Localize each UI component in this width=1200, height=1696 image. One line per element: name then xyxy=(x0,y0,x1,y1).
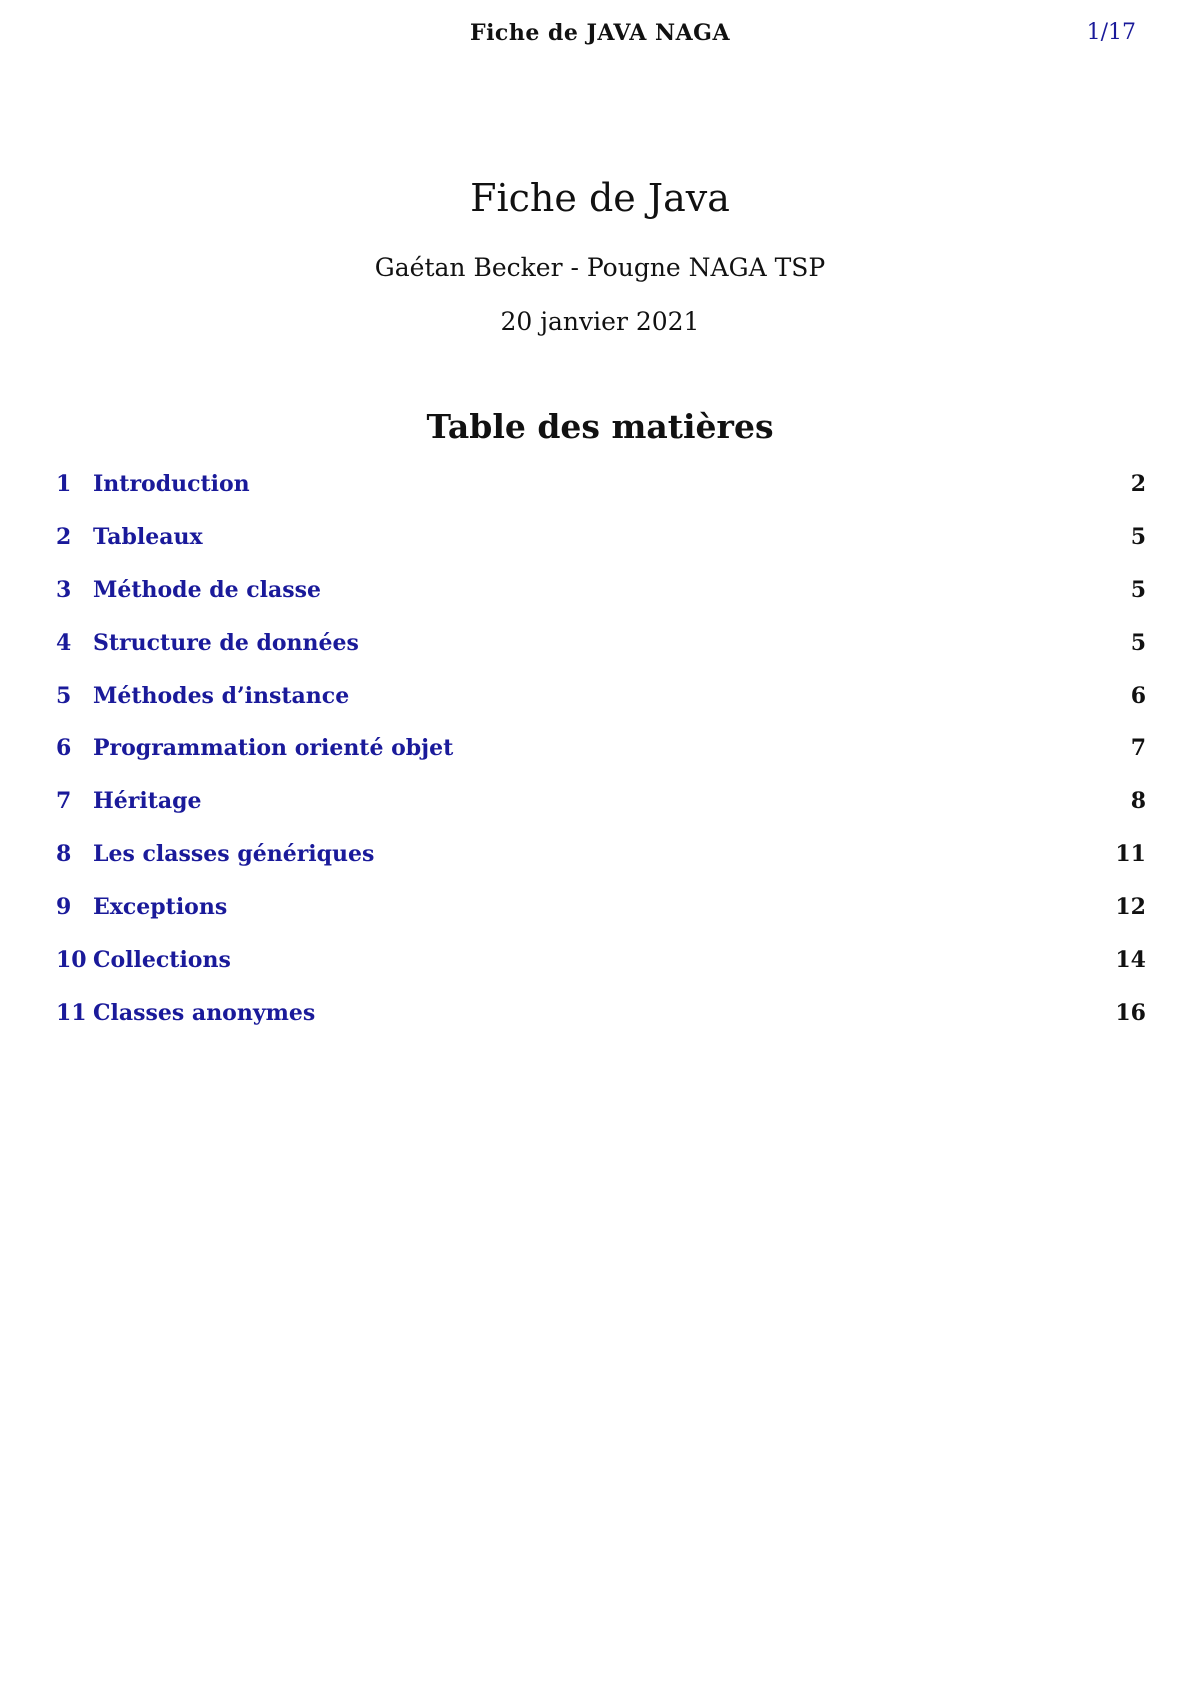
toc-entry-title: Méthode de classe xyxy=(93,576,322,603)
table-of-contents xyxy=(56,467,1146,1049)
toc-entry-tableaux[interactable] xyxy=(56,520,1146,573)
toc-entry-title: Programmation orienté objet xyxy=(93,735,454,762)
toc-entry-page: 5 xyxy=(1130,576,1146,603)
toc-entry-heritage[interactable] xyxy=(56,784,1146,837)
toc-entry-methode-de-classe[interactable] xyxy=(56,573,1146,626)
title-block xyxy=(0,172,1200,338)
toc-entry-number: 10 xyxy=(56,947,87,974)
toc-entry-methodes-d-instance[interactable] xyxy=(56,679,1146,732)
toc-entry-title: Introduction xyxy=(93,471,250,497)
toc-entry-exceptions[interactable] xyxy=(56,890,1146,943)
toc-entry-page: 2 xyxy=(1130,471,1146,497)
toc-entry-number: 6 xyxy=(56,735,72,762)
toc-entry-title: Méthodes d’instance xyxy=(93,682,350,709)
toc-entry-classes-anonymes[interactable] xyxy=(56,996,1146,1049)
toc-entry-page: 14 xyxy=(1115,947,1146,974)
toc-entry-collections[interactable] xyxy=(56,943,1146,996)
toc-entry-title: Collections xyxy=(93,947,231,974)
toc-entry-title: Tableaux xyxy=(93,523,203,550)
toc-entry-title: Exceptions xyxy=(93,894,228,921)
toc-entry-title: Classes anonymes xyxy=(93,999,316,1026)
toc-entry-structure-de-donnees[interactable] xyxy=(56,626,1146,679)
toc-entry-classes-generiques[interactable] xyxy=(56,837,1146,890)
toc-entry-number: 2 xyxy=(56,523,72,550)
toc-entry-page: 12 xyxy=(1115,894,1146,921)
toc-entry-number: 9 xyxy=(56,894,72,921)
toc-entry-number: 5 xyxy=(56,682,72,709)
toc-entry-page: 8 xyxy=(1130,788,1146,815)
toc-entry-number: 3 xyxy=(56,576,72,603)
running-header xyxy=(0,20,1200,54)
toc-entry-number: 11 xyxy=(56,999,87,1026)
toc-entry-introduction[interactable] xyxy=(56,467,1146,520)
toc-entry-number: 8 xyxy=(56,841,72,868)
toc-entry-number: 1 xyxy=(56,471,72,497)
toc-entry-number: 4 xyxy=(56,629,72,656)
running-title: Fiche de JAVA NAGA xyxy=(469,20,731,46)
toc-entry-number: 7 xyxy=(56,788,72,815)
toc-heading: Table des matières xyxy=(426,407,774,446)
toc-entry-programmation-oriente-objet[interactable] xyxy=(56,731,1146,784)
toc-entry-page: 16 xyxy=(1115,999,1146,1026)
toc-entry-page: 5 xyxy=(1130,523,1146,550)
document-title: Fiche de Java xyxy=(470,176,730,220)
document-author: Gaétan Becker - Pougne NAGA TSP xyxy=(374,253,826,282)
toc-entry-title: Structure de données xyxy=(93,629,359,656)
toc-entry-page: 6 xyxy=(1130,682,1146,709)
toc-entry-page: 5 xyxy=(1130,629,1146,656)
toc-entry-page: 7 xyxy=(1130,735,1146,762)
toc-entry-title: Héritage xyxy=(93,788,202,815)
toc-entry-page: 11 xyxy=(1115,841,1146,868)
document-date: 20 janvier 2021 xyxy=(500,307,700,336)
toc-entry-title: Les classes génériques xyxy=(93,841,375,868)
page-counter[interactable]: 1/17 xyxy=(1086,20,1136,45)
